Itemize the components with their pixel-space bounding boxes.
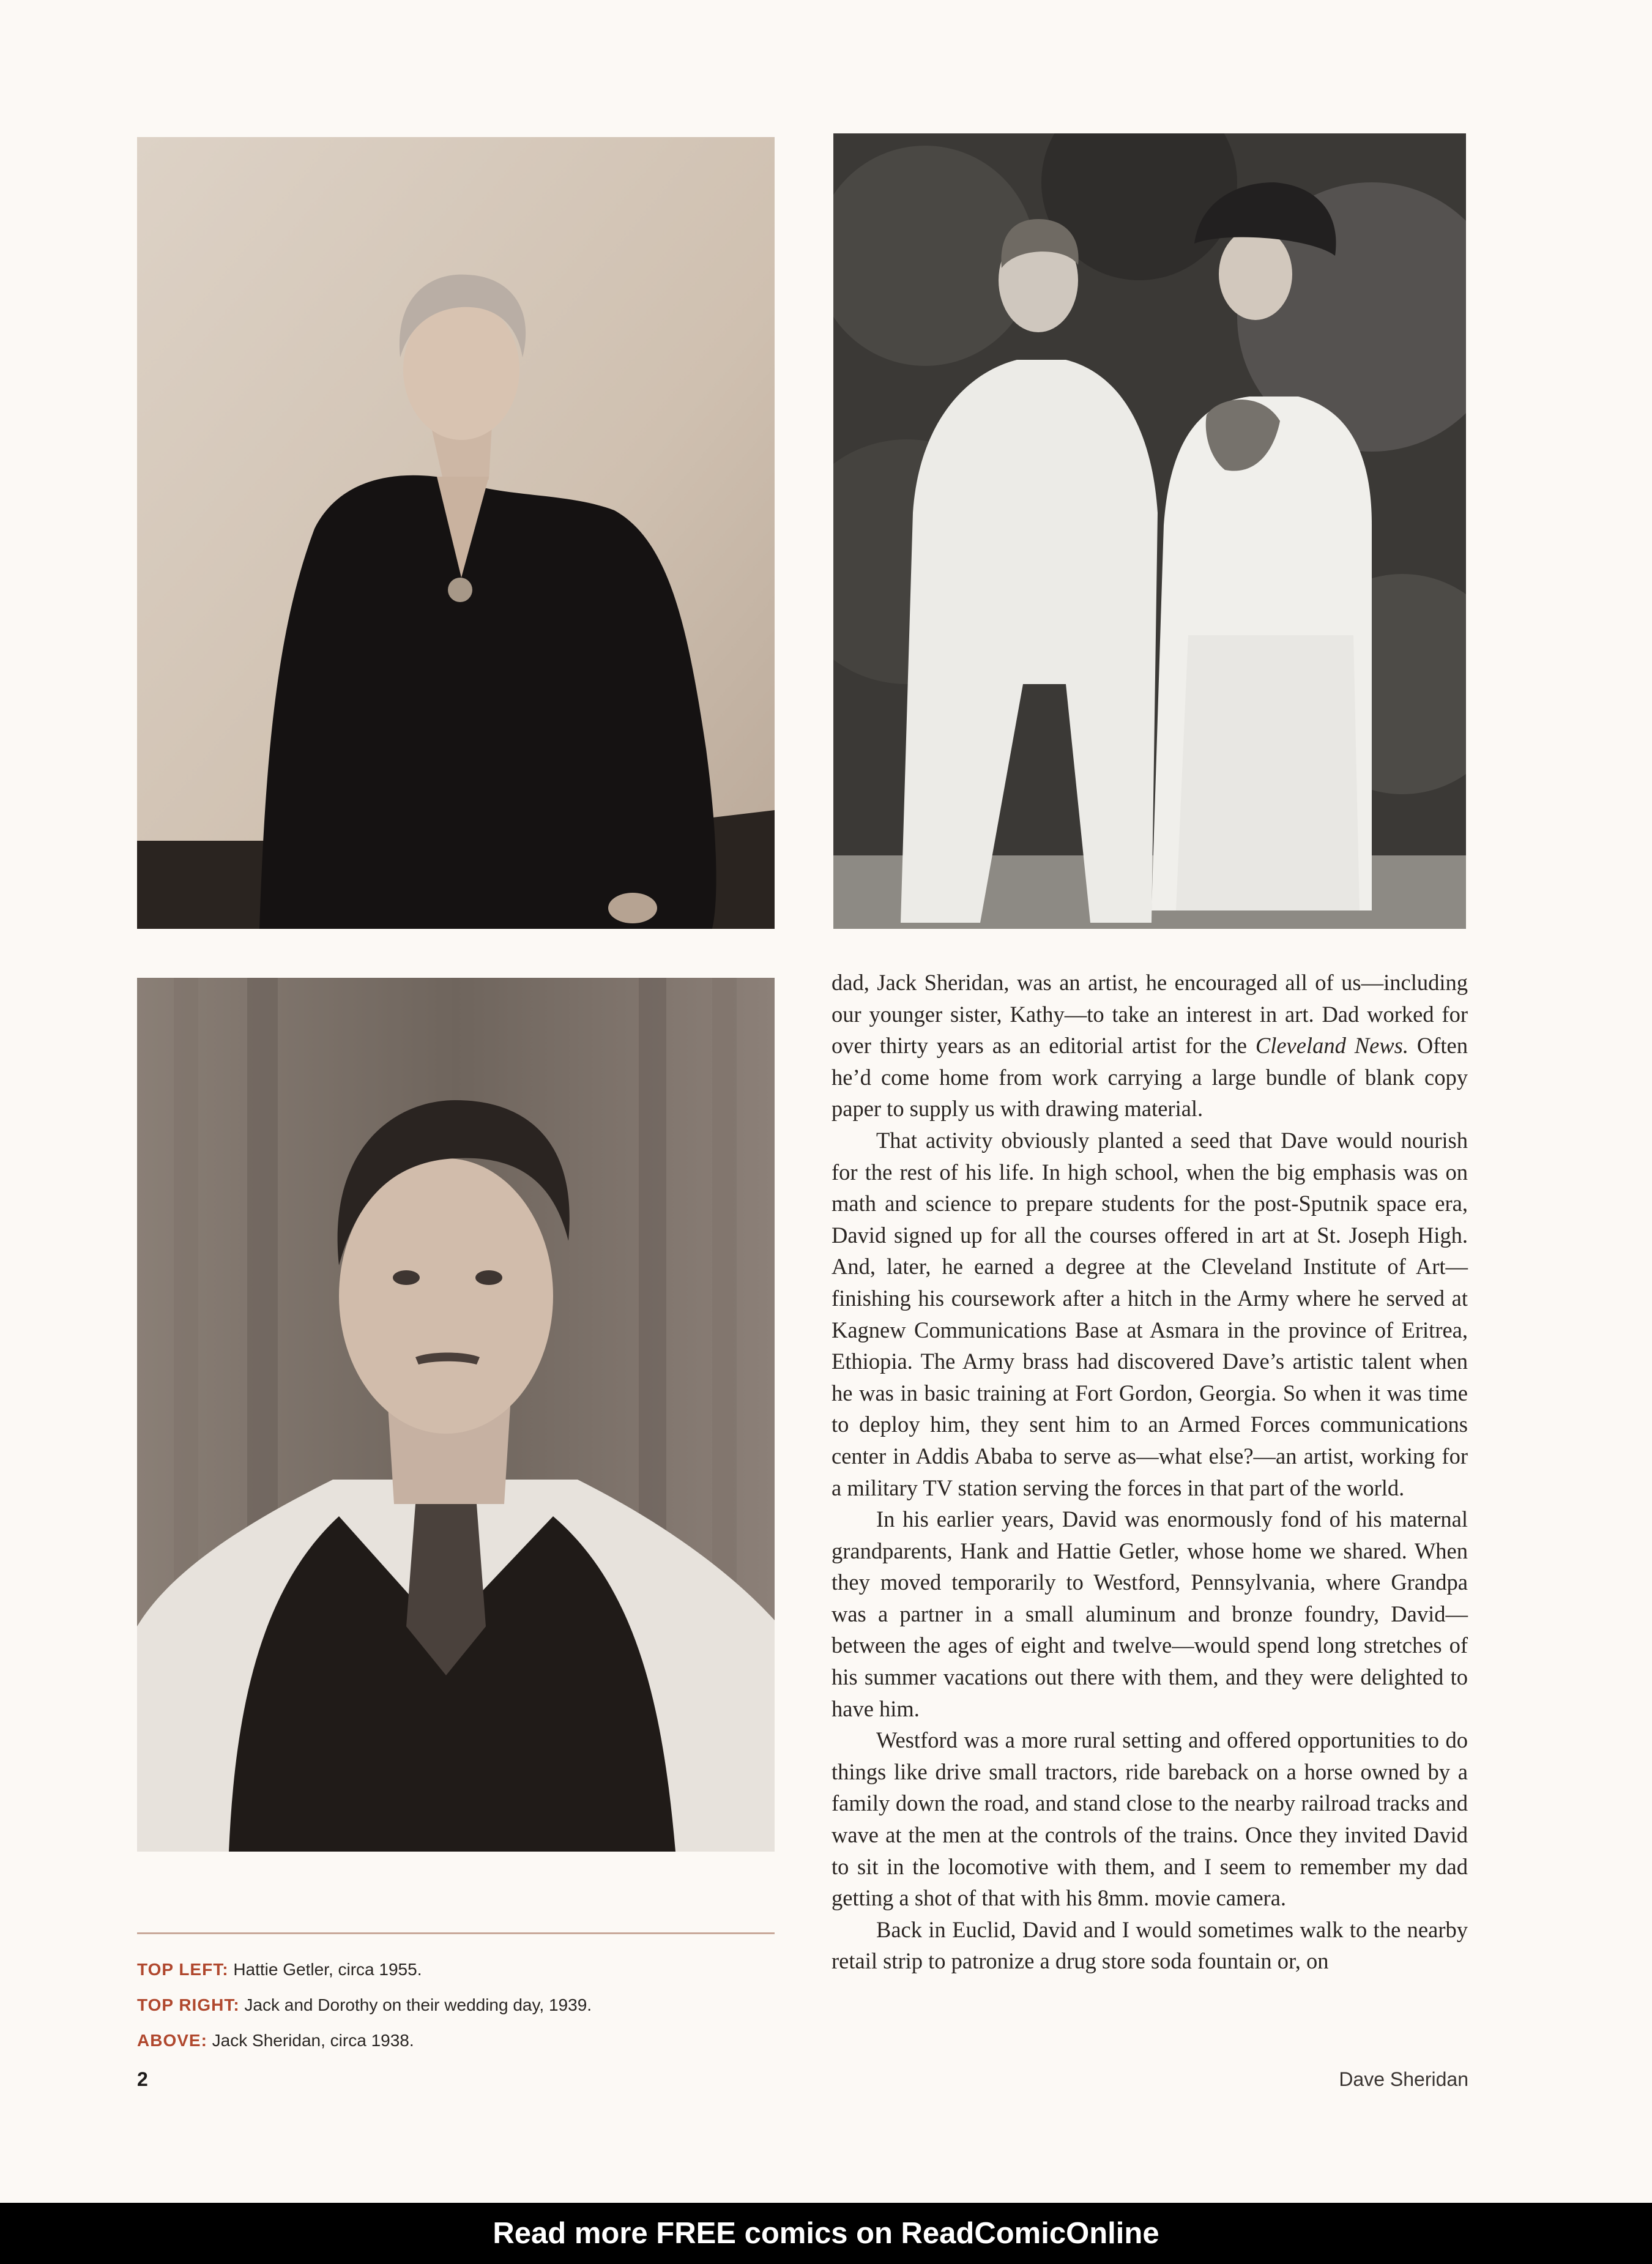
caption-top-right — [137, 1987, 775, 2023]
paragraph-3: In his earlier years, David was enormously fond of his maternal grandparents, Hank and Hattie Getler, whose home we shared. When they moved temporarily to Westford, Pennsylvania, where Grandpa was a partner in a small aluminum and bronze foundry, David—between the ages of eight and twelve—would spend long stretches of his summer vacations out there with them, and they were delighted to have him. — [832, 1506, 1468, 1721]
paragraph-1 — [832, 967, 1468, 1125]
photo-captions — [137, 1952, 775, 2058]
paragraph-4: Westford was a more rural setting and offered opportunities to do things like drive small tractors, ride bareback on a horse owned by a family down the road, and stand close to the nearby railroad tracks and wave at the men at the controls of the trains. Once they invited David to sit in the locomotive with them, and I seem to remember my dad getting a shot of that with his 8mm. movie camera. — [832, 1727, 1468, 1911]
paragraph-2: That activity obviously planted a seed that Dave would nourish for the rest of his life. In high school, when the big emphasis was on math and science to prepare students for the post-Sputnik space era, David signed up for all the courses offered in art at St. Joseph High. And, later, he earned a degree at the Cleveland Institute of Art—finishing his coursework after a hitch in the Army where he served at Kagnew Communications Base at Asmara in the province of Eritrea, Ethiopia. The Army brass had discovered Dave’s artistic talent when he was in basic training at Fort Gordon, Georgia. So when it was time to deploy him, they sent him to an Armed Forces communications center in Addis Ababa to serve as—what else?—an artist, working for a military TV station serving the forces in that part of the world. — [832, 1127, 1468, 1500]
page-number: 2 — [137, 2068, 148, 2090]
caption-text: Jack and Dorothy on their wedding day, 1939. — [239, 1995, 592, 2014]
article-body — [832, 967, 1468, 1977]
photo-jack-sheridan — [137, 978, 775, 1852]
caption-label: TOP LEFT: — [137, 1960, 229, 1979]
caption-top-left — [137, 1952, 775, 1987]
caption-label: ABOVE: — [137, 2031, 207, 2050]
photo-hattie-getler — [137, 137, 775, 929]
paragraph-1-text-cont: Often he’d come home from work carrying a large bundle of blank copy paper to supply us with drawing material. — [832, 1033, 1468, 1122]
caption-text: Jack Sheridan, circa 1938. — [207, 2031, 414, 2050]
running-head: Dave Sheridan — [1339, 2068, 1468, 2090]
photo-jack-and-dorothy-wedding — [833, 133, 1466, 929]
caption-above — [137, 2023, 775, 2058]
caption-label: TOP RIGHT: — [137, 1995, 240, 2014]
promo-banner[interactable]: Read more FREE comics on ReadComicOnline — [0, 2203, 1652, 2264]
caption-divider — [137, 1932, 775, 1934]
paragraph-5: Back in Euclid, David and I would sometimes walk to the nearby retail strip to patronize a drug store soda fountain or, on — [832, 1916, 1468, 1974]
newspaper-title: Cleveland News. — [1255, 1033, 1408, 1059]
caption-text: Hattie Getler, circa 1955. — [228, 1960, 422, 1979]
paragraph-1-text: dad, Jack Sheridan, was an artist, he encouraged all of us—including our younger sister, Kathy—to take an interest in art. Dad worked for over thirty years as an editorial artist for the — [832, 970, 1468, 1059]
